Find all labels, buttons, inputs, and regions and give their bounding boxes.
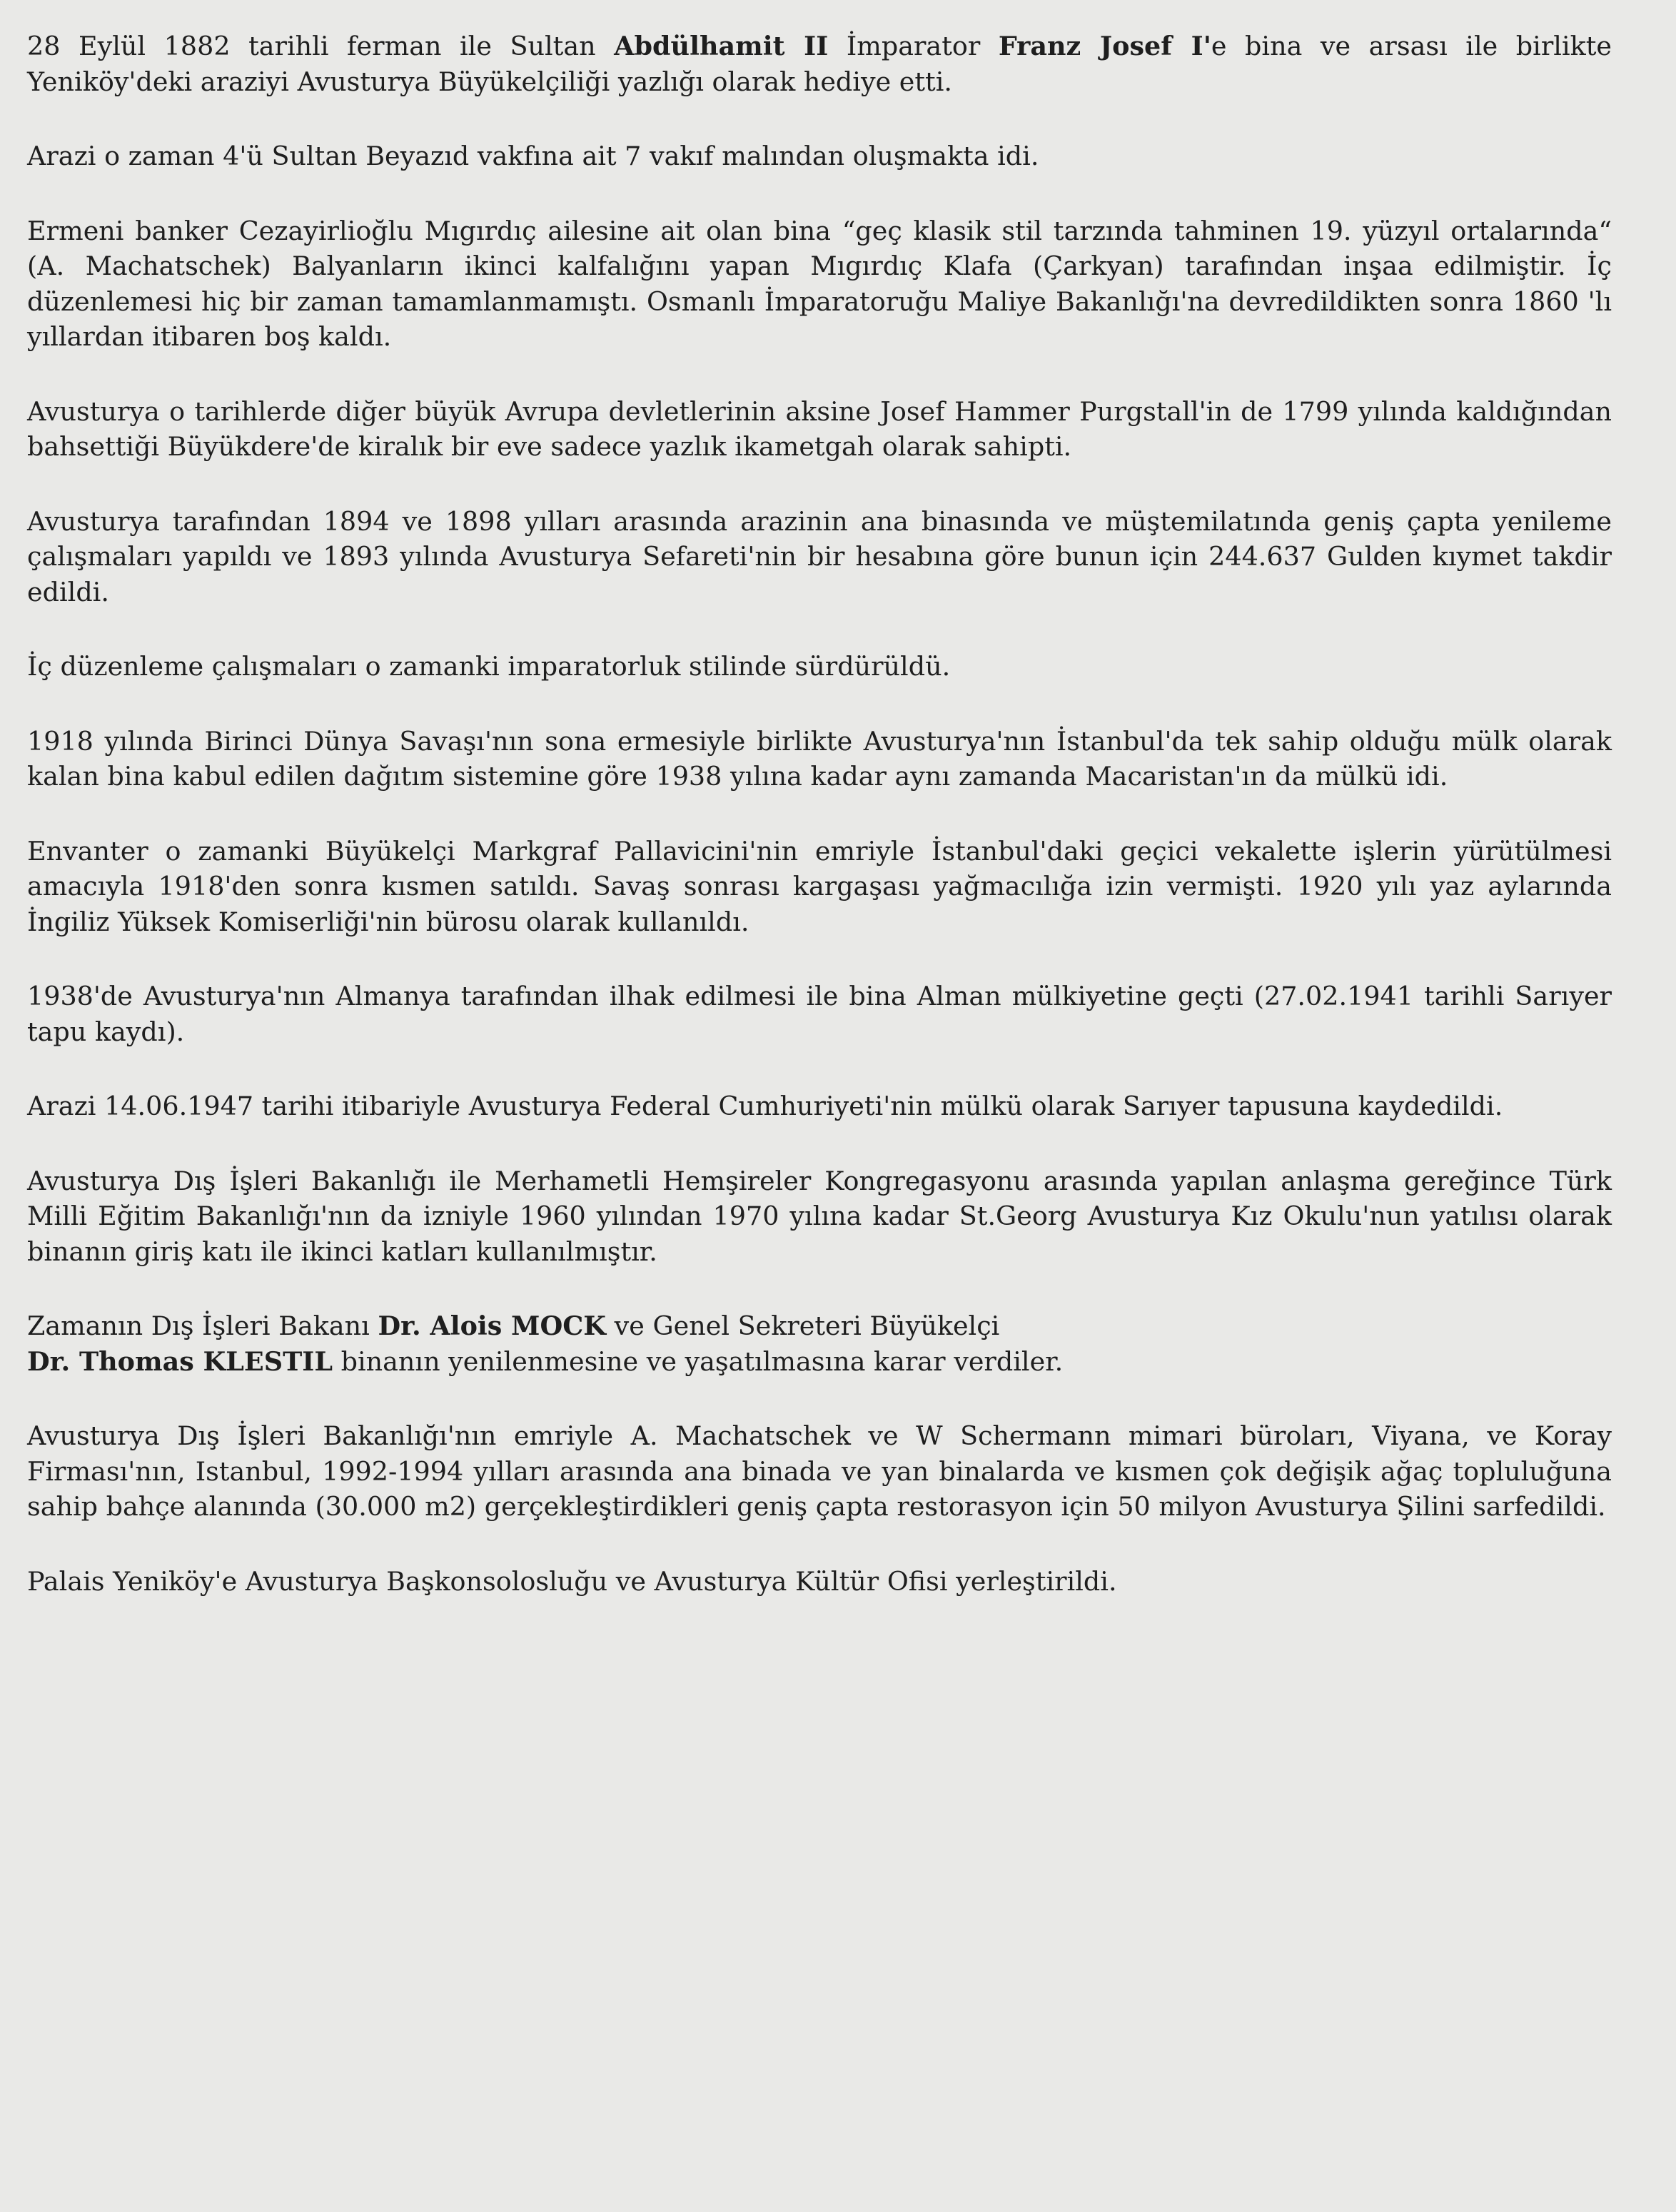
paragraph-12-line-1 — [27, 1308, 1612, 1344]
paragraph-1 — [27, 29, 1612, 99]
paragraph-2: Arazi o zaman 4'ü Sultan Beyazıd vakfına ait 7 vakıf malından oluşmakta idi. — [27, 141, 1039, 171]
decision-text: binanın yenilenmesine ve yaşatılmasına karar verdiler. — [332, 1345, 1064, 1377]
emperor-name: Franz Josef I' — [998, 31, 1211, 61]
paragraph-6: İç düzenleme çalışmaları o zamanki imparatorluk stilinde sürdürüldü. — [27, 651, 951, 682]
minister-intro: Zamanın Dış İşleri Bakanı — [27, 1310, 378, 1341]
minister-name: Dr. Alois MOCK — [378, 1310, 607, 1341]
secretary-name: Dr. Thomas KLESTIL — [27, 1345, 333, 1377]
document-page — [27, 29, 1612, 1638]
sultan-name: Abdülhamit II — [614, 31, 829, 61]
paragraph-11: Avusturya Dış İşleri Bakanlığı ile Merhametli Hemşireler Kongregasyonu arasında yapılan anlaşma gereğince Türk Milli Eğitim Bakanlığı'nın da izniyle 1960 yılından 1970 yılına kadar St.Georg Avusturya Kız Okulu'nun yatılısı olarak binanın giriş katı ile ikinci katları kullanılmıştır. — [27, 1165, 1612, 1267]
paragraph-5: Avusturya tarafından 1894 ve 1898 yılları arasında arazinin ana binasında ve müştemilatında geniş çapta yenileme çalışmaları yapıldı ve 1893 yılında Avusturya Sefareti'nin bir hesabına göre bunun için 244.637 Gulden kıymet takdir edildi. — [27, 505, 1612, 607]
paragraph-7: 1918 yılında Birinci Dünya Savaşı'nın sona ermesiyle birlikte Avusturya'nın İstanbul'da tek sahip olduğu mülk olarak kalan bina kabul edilen dağıtım sistemine göre 1938 yılına kadar aynı zamanda Macaristan'ın da mülkü idi. — [27, 725, 1612, 792]
paragraph-10: Arazi 14.06.1947 tarihi itibariyle Avusturya Federal Cumhuriyeti'nin mülkü olarak Sarıyer tapusuna kaydedildi. — [27, 1091, 1503, 1121]
secretary-intro: ve Genel Sekreteri Büyükelçi — [606, 1310, 1000, 1341]
paragraph-1-text-b: İmparator — [828, 31, 999, 61]
paragraph-13: Avusturya Dış İşleri Bakanlığı'nın emriyle A. Machatschek ve W Schermann mimari büroları, Viyana, ve Koray Firması'nın, Istanbul, 1992-1994 yılları arasında ana binada ve yan binalarda ve kısmen çok değişik ağaç topluluğuna sahip bahçe alanında (30.000 m2) gerçekleştirdikleri geniş çapta restorasyon için 50 milyon Avusturya Şilini sarfedildi. — [27, 1420, 1612, 1522]
paragraph-14: Palais Yeniköy'e Avusturya Başkonsolosluğu ve Avusturya Kültür Ofisi yerleştirildi. — [27, 1565, 1117, 1597]
paragraph-12 — [27, 1308, 1612, 1379]
paragraph-8: Envanter o zamanki Büyükelçi Markgraf Pallavicini'nin emriyle İstanbul'daki geçici vekalette işlerin yürütülmesi amacıyla 1918'den sonra kısmen satıldı. Savaş sonrası kargaşası yağmacılığa izin vermişti. 1920 yılı yaz aylarında İngiliz Yüksek Komiserliği'nin bürosu olarak kullanıldı. — [27, 835, 1612, 937]
paragraph-3: Ermeni banker Cezayirlioğlu Mıgırdıç ailesine ait olan bina “geç klasik stil tarzında tahminen 19. yüzyıl ortalarında“ (A. Machatschek) Balyanların ikinci kalfalığını yapan Mıgırdıç Klafa (Çarkyan) tarafından inşaa edilmiştir. İç düzenlemesi hiç bir zaman tamamlanmamıştı. Osmanlı İmparatoruğu Maliye Bakanlığı'na devredildikten sonra 1860 'lı yıllardan itibaren boş kaldı. — [27, 215, 1612, 352]
paragraph-12-line-2 — [27, 1344, 1612, 1380]
paragraph-9: 1938'de Avusturya'nın Almanya tarafından ilhak edilmesi ile bina Alman mülkiyetine geçti (27.02.1941 tarihli Sarıyer tapu kaydı). — [27, 981, 1612, 1047]
paragraph-1-text-a: 28 Eylül 1882 tarihli ferman ile Sultan — [27, 31, 615, 61]
paragraph-4: Avusturya o tarihlerde diğer büyük Avrupa devletlerinin aksine Josef Hammer Purgstall'in de 1799 yılında kaldığından bahsettiği Büyükdere'de kiralık bir eve sadece yazlık ikametgah olarak sahipti. — [27, 395, 1612, 462]
paragraph-1-text-c: e bina ve arsası ile birlikte Yeniköy'deki araziyi Avusturya Büyükelçiliği yazlığı olarak hediye etti. — [27, 31, 1612, 97]
